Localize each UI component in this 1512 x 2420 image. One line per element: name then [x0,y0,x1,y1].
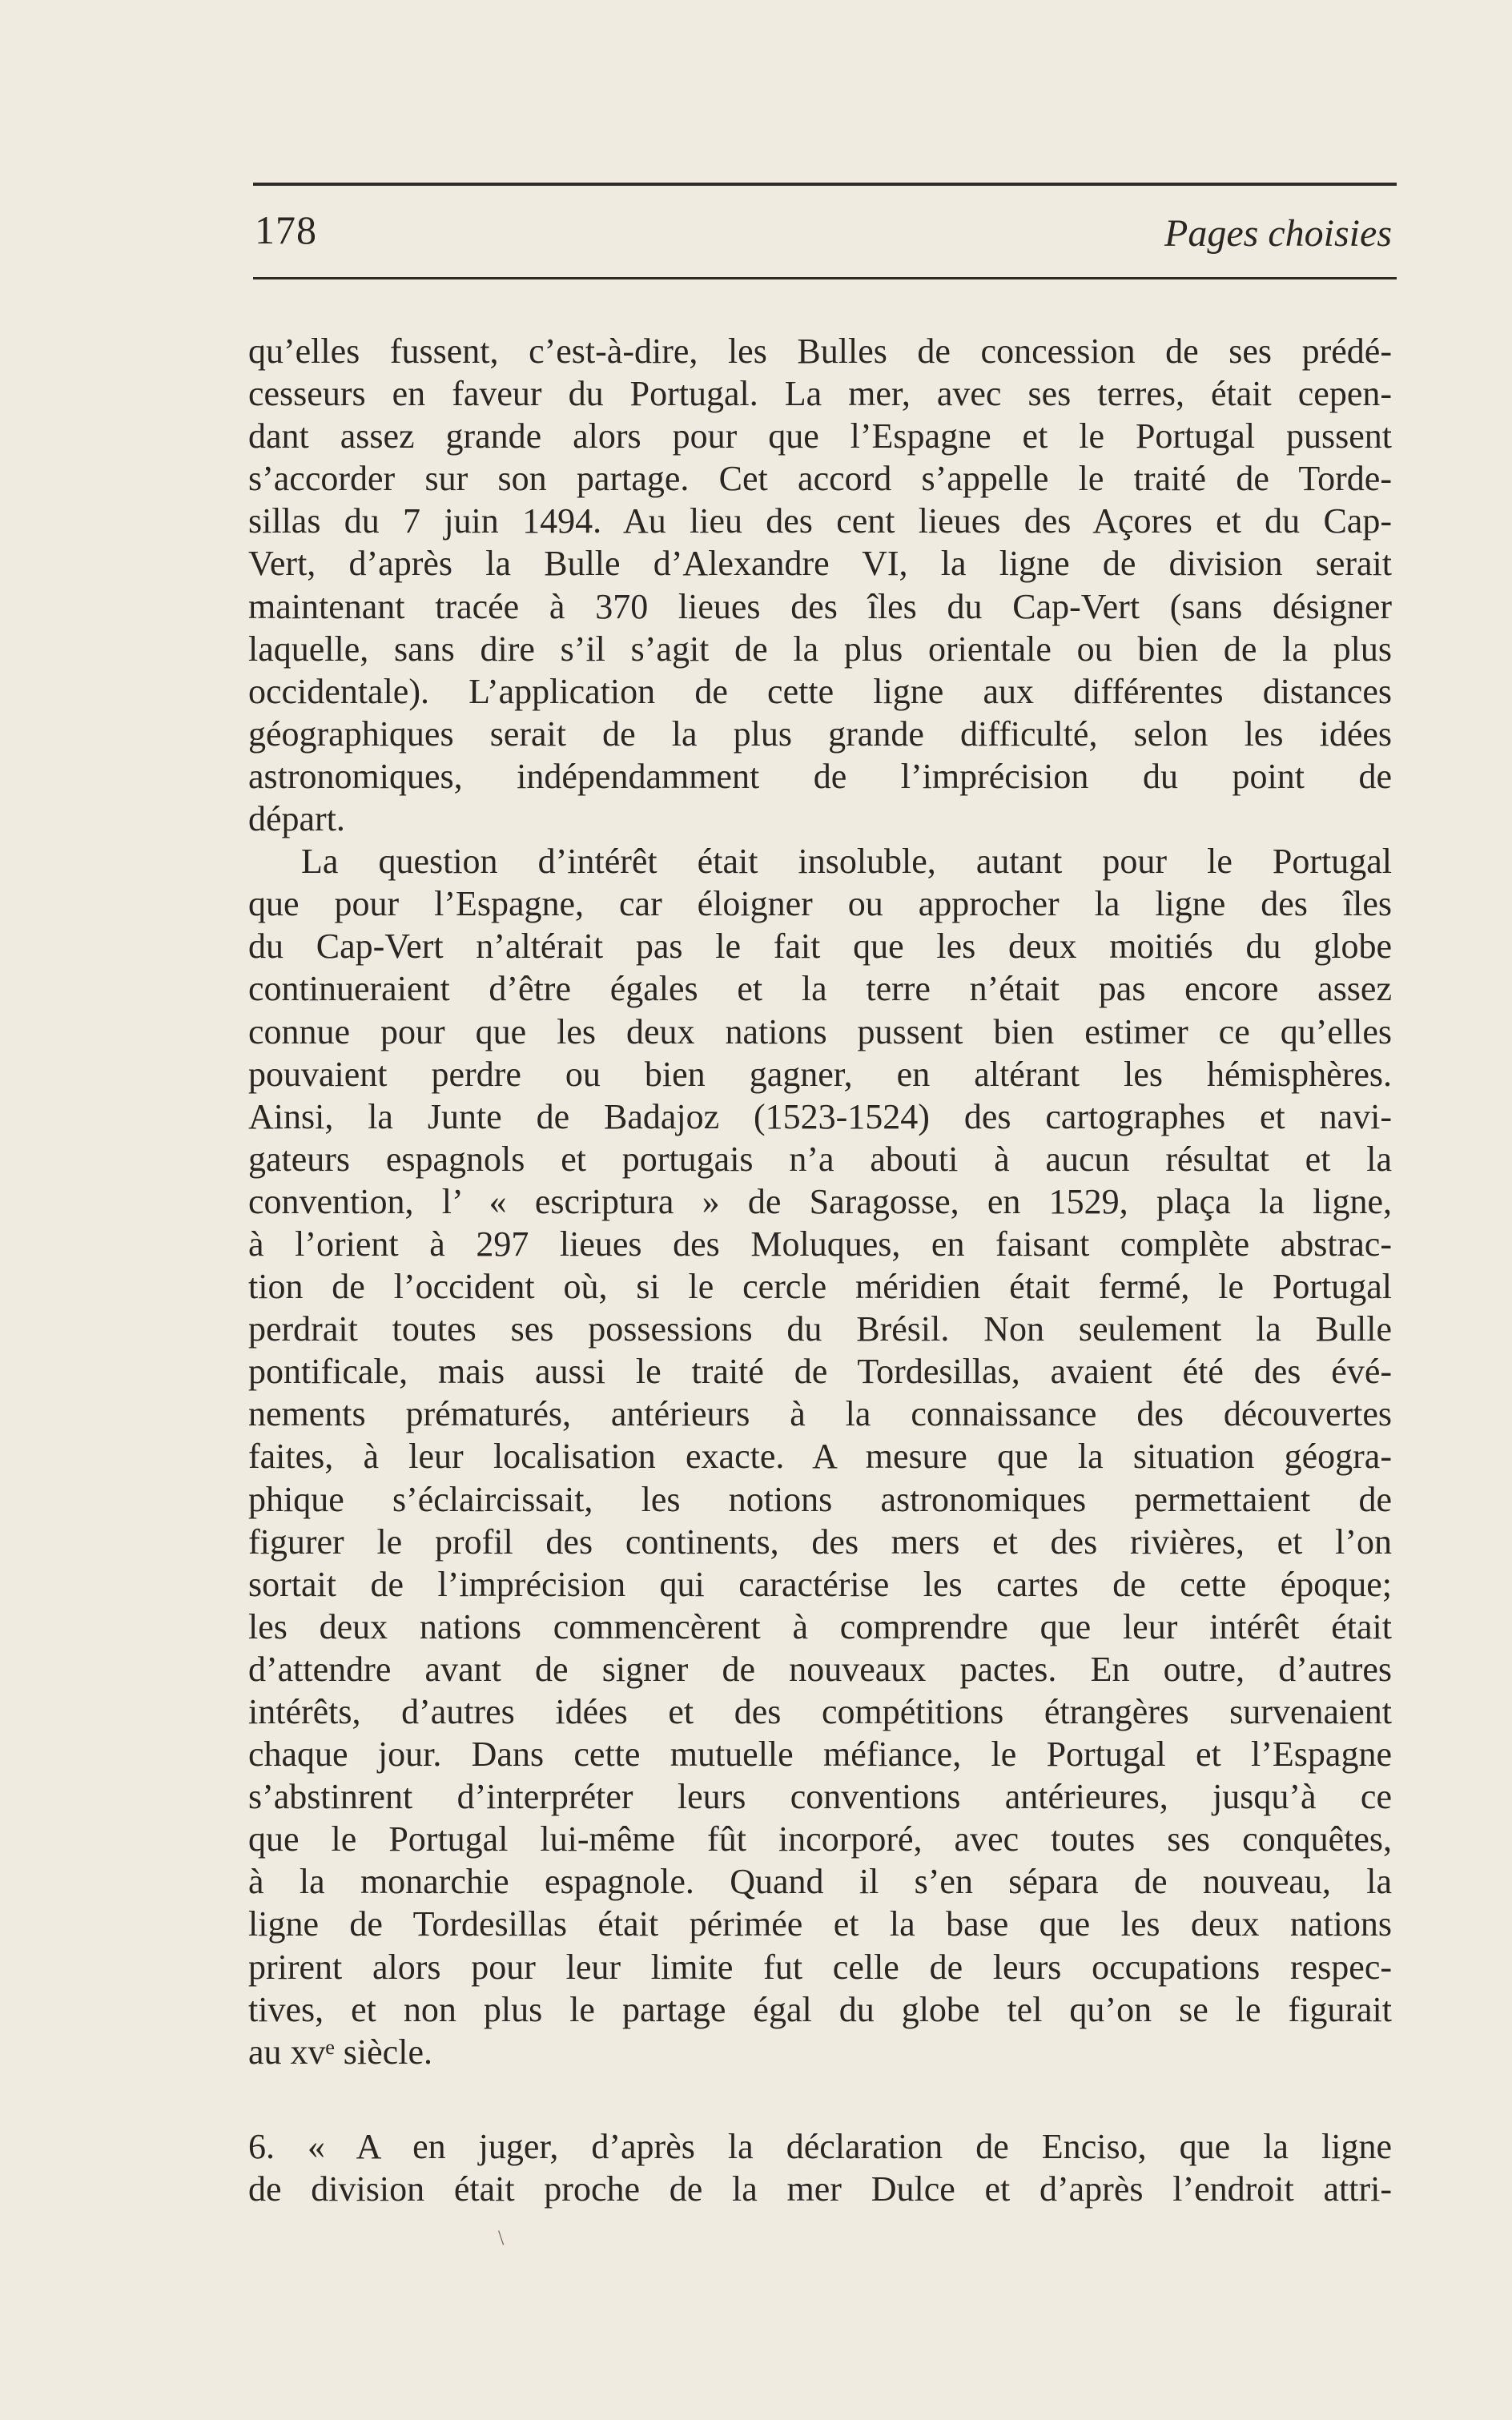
text-line: cesseurs en faveur du Portugal. La mer, avec ses terres, était cepen- [248,374,1392,414]
text-line: occidentale). L’application de cette ligne aux différentes distances [248,671,1392,711]
text-line: nements prématurés, antérieurs à la connaissance des découvertes [248,1394,1392,1434]
text-line: La question d’intérêt était insoluble, autant pour le Portugal [301,842,1392,882]
header-rule-top [253,183,1397,186]
text-line: figurer le profil des continents, des mers et des rivières, et l’on [248,1522,1392,1562]
text-line: astronomiques, indépendamment de l’imprécision du point de [248,756,1392,796]
footnote-block [248,2125,1392,2210]
text-line: les deux nations commencèrent à comprendre que leur intérêt était [248,1606,1392,1646]
running-header [255,207,1392,267]
text-line: que le Portugal lui-même fût incorporé, avec toutes ses conquêtes, [248,1819,1392,1859]
text-line: connue pour que les deux nations pussent bien estimer ce qu’elles [248,1011,1392,1051]
text-line: pontificale, mais aussi le traité de Tordesillas, avaient été des évé- [248,1352,1392,1392]
text-line: faites, à leur localisation exacte. A mesure que la situation géogra- [248,1437,1392,1477]
text-line: tives, et non plus le partage égal du globe tel qu’on se le figurait [248,1989,1392,2029]
text-line: Ainsi, la Junte de Badajoz (1523-1524) des cartographes et navi- [248,1096,1392,1136]
text-line: ligne de Tordesillas était périmée et la base que les deux nations [248,1904,1392,1944]
text-line: du Cap-Vert n’altérait pas le fait que les deux moitiés du globe [248,927,1392,967]
text-line: géographiques serait de la plus grande difficulté, selon les idées [248,714,1392,754]
text-line: d’attendre avant de signer de nouveaux pactes. En outre, d’autres [248,1649,1392,1689]
text-line: sortait de l’imprécision qui caractérise les cartes de cette époque; [248,1564,1392,1604]
text-line: que pour l’Espagne, car éloigner ou approcher la ligne des îles [248,884,1392,924]
text-line: gateurs espagnols et portugais n’a abouti à aucun résultat et la [248,1139,1392,1179]
footnote-line: 6. « A en juger, d’après la déclaration de Enciso, que la ligne [248,2127,1392,2166]
text-line: convention, l’ « escriptura » de Saragosse, en 1529, plaça la ligne, [248,1181,1392,1221]
text-line: perdrait toutes ses possessions du Brésil. Non seulement la Bulle [248,1309,1392,1349]
text-line: continueraient d’être égales et la terre n’était pas encore assez [248,969,1392,1009]
text-line: Vert, d’après la Bulle d’Alexandre VI, la ligne de division serait [248,544,1392,584]
main-text-block [248,330,1392,2073]
page-number: 178 [255,207,317,252]
text-line: maintenant tracée à 370 lieues des îles du Cap-Vert (sans désigner [248,586,1392,626]
text-line: dant assez grande alors pour que l’Espagne et le Portugal pussent [248,416,1392,456]
text-line: intérêts, d’autres idées et des compétitions étrangères survenaient [248,1692,1392,1731]
header-rule-bottom [253,277,1397,279]
text-line: à la monarchie espagnole. Quand il s’en sépara de nouveau, la [248,1862,1392,1902]
footnote-line: de division était proche de la mer Dulce et d’après l’endroit attri- [248,2169,1392,2209]
folio-mark: \ [498,2226,505,2249]
text-line: qu’elles fussent, c’est-à-dire, les Bulles de concession de ses prédé- [248,332,1392,371]
text-line: s’abstinrent d’interpréter leurs conventions antérieures, jusqu’à ce [248,1777,1392,1817]
text-line: chaque jour. Dans cette mutuelle méfiance, le Portugal et l’Espagne [248,1735,1392,1775]
text-line: tion de l’occident où, si le cercle méridien était fermé, le Portugal [248,1267,1392,1307]
text-line: prirent alors pour leur limite fut celle de leurs occupations respec- [248,1947,1392,1987]
text-line: phique s’éclaircissait, les notions astronomiques permettaient de [248,1479,1392,1519]
text-line: au xvᵉ siècle. [248,2032,432,2072]
running-title: Pages choisies [1164,212,1392,255]
text-line: s’accorder sur son partage. Cet accord s’appelle le traité de Torde- [248,459,1392,499]
text-line: à l’orient à 297 lieues des Moluques, en faisant complète abstrac- [248,1224,1392,1264]
text-line: pouvaient perdre ou bien gagner, en altérant les hémisphères. [248,1054,1392,1094]
text-line: départ. [248,799,345,839]
text-line: sillas du 7 juin 1494. Au lieu des cent lieues des Açores et du Cap- [248,501,1392,541]
text-line: laquelle, sans dire s’il s’agit de la plus orientale ou bien de la plus [248,629,1392,669]
